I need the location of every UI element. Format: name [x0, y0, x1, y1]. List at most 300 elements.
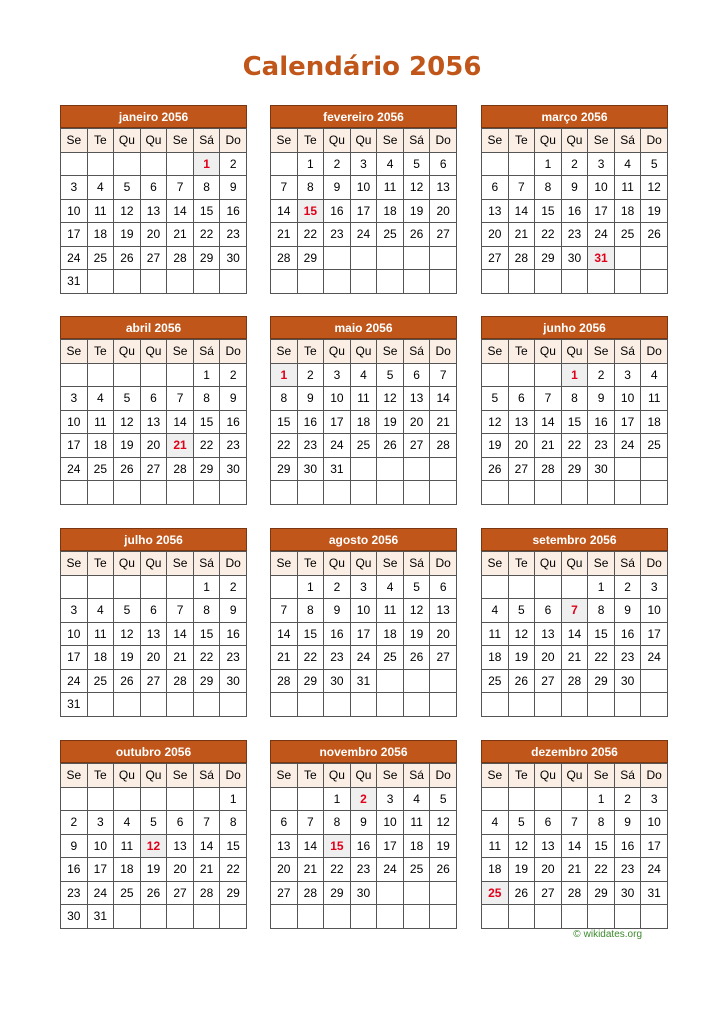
day-cell[interactable]: 11: [482, 622, 509, 646]
day-cell[interactable]: 3: [377, 787, 404, 811]
day-cell[interactable]: 18: [377, 199, 404, 223]
day-cell[interactable]: 10: [641, 811, 668, 835]
day-cell[interactable]: 19: [403, 199, 430, 223]
day-cell[interactable]: 27: [430, 646, 457, 670]
day-cell[interactable]: 30: [220, 246, 247, 270]
day-cell[interactable]: 10: [87, 834, 114, 858]
day-cell[interactable]: 28: [430, 434, 457, 458]
day-cell[interactable]: 25: [377, 223, 404, 247]
day-cell[interactable]: 4: [482, 599, 509, 623]
day-cell[interactable]: 16: [588, 410, 615, 434]
day-cell[interactable]: 28: [297, 881, 324, 905]
day-cell[interactable]: 22: [588, 858, 615, 882]
day-cell[interactable]: 1: [220, 787, 247, 811]
day-cell[interactable]: 1: [193, 575, 220, 599]
day-cell[interactable]: 11: [482, 834, 509, 858]
day-cell[interactable]: 4: [87, 599, 114, 623]
day-cell[interactable]: 6: [535, 599, 562, 623]
day-cell[interactable]: 16: [614, 834, 641, 858]
day-cell[interactable]: 20: [508, 434, 535, 458]
day-cell[interactable]: 18: [614, 199, 641, 223]
day-cell[interactable]: 31: [61, 693, 88, 717]
day-cell[interactable]: 16: [324, 622, 351, 646]
day-cell[interactable]: 10: [324, 387, 351, 411]
day-cell[interactable]: 30: [614, 881, 641, 905]
day-cell[interactable]: 15: [271, 410, 298, 434]
day-cell[interactable]: 23: [297, 434, 324, 458]
day-cell[interactable]: 24: [588, 223, 615, 247]
day-cell[interactable]: 9: [561, 176, 588, 200]
day-cell[interactable]: 28: [508, 246, 535, 270]
day-cell[interactable]: 11: [377, 599, 404, 623]
footer-credit[interactable]: [573, 929, 642, 940]
day-cell[interactable]: 19: [482, 434, 509, 458]
day-cell[interactable]: 17: [614, 410, 641, 434]
day-cell[interactable]: 17: [377, 834, 404, 858]
day-cell[interactable]: 3: [61, 387, 88, 411]
day-cell[interactable]: 7: [271, 599, 298, 623]
day-cell[interactable]: 1: [535, 152, 562, 176]
day-cell[interactable]: 1: [324, 787, 351, 811]
day-cell[interactable]: 3: [61, 176, 88, 200]
day-cell[interactable]: 11: [641, 387, 668, 411]
day-cell[interactable]: 23: [324, 646, 351, 670]
day-cell[interactable]: 25: [87, 669, 114, 693]
day-cell[interactable]: 29: [271, 457, 298, 481]
day-cell[interactable]: 20: [271, 858, 298, 882]
day-cell[interactable]: 20: [430, 622, 457, 646]
day-cell[interactable]: 17: [87, 858, 114, 882]
day-cell[interactable]: 28: [271, 669, 298, 693]
day-cell[interactable]: 6: [535, 811, 562, 835]
day-cell[interactable]: 6: [271, 811, 298, 835]
day-cell[interactable]: 27: [140, 457, 167, 481]
day-cell[interactable]: 26: [641, 223, 668, 247]
day-cell[interactable]: 8: [324, 811, 351, 835]
day-cell[interactable]: 11: [87, 199, 114, 223]
day-cell[interactable]: 18: [87, 434, 114, 458]
day-cell[interactable]: 12: [403, 599, 430, 623]
day-cell[interactable]: 2: [220, 575, 247, 599]
day-cell[interactable]: 4: [614, 152, 641, 176]
day-cell[interactable]: 16: [220, 410, 247, 434]
day-cell[interactable]: 7: [193, 811, 220, 835]
day-cell[interactable]: 20: [535, 858, 562, 882]
day-cell[interactable]: 7: [561, 811, 588, 835]
day-cell[interactable]: 3: [588, 152, 615, 176]
day-cell[interactable]: 24: [641, 646, 668, 670]
day-cell[interactable]: 26: [114, 246, 141, 270]
day-cell[interactable]: 24: [87, 881, 114, 905]
day-cell[interactable]: 12: [114, 199, 141, 223]
day-cell[interactable]: 29: [297, 246, 324, 270]
day-cell[interactable]: 3: [61, 599, 88, 623]
day-cell[interactable]: 8: [561, 387, 588, 411]
day-cell[interactable]: 30: [220, 457, 247, 481]
day-cell[interactable]: 7: [167, 387, 194, 411]
day-cell[interactable]: 23: [61, 881, 88, 905]
day-cell[interactable]: 11: [87, 622, 114, 646]
day-cell[interactable]: 29: [193, 669, 220, 693]
day-cell[interactable]: 11: [114, 834, 141, 858]
day-cell[interactable]: 8: [588, 811, 615, 835]
day-cell[interactable]: 12: [114, 622, 141, 646]
day-cell[interactable]: 24: [614, 434, 641, 458]
day-cell[interactable]: 25: [114, 881, 141, 905]
day-cell[interactable]: 22: [324, 858, 351, 882]
day-cell[interactable]: 25: [87, 246, 114, 270]
day-cell[interactable]: 24: [350, 223, 377, 247]
day-cell[interactable]: 9: [324, 176, 351, 200]
day-cell[interactable]: 16: [220, 622, 247, 646]
day-cell[interactable]: 4: [377, 575, 404, 599]
day-cell[interactable]: 30: [350, 881, 377, 905]
day-cell[interactable]: 31: [350, 669, 377, 693]
day-cell[interactable]: 13: [140, 622, 167, 646]
day-cell[interactable]: 9: [220, 387, 247, 411]
day-cell[interactable]: 5: [114, 599, 141, 623]
day-cell[interactable]: 20: [167, 858, 194, 882]
day-cell[interactable]: 19: [641, 199, 668, 223]
day-cell[interactable]: 31: [324, 457, 351, 481]
day-cell[interactable]: 15: [588, 622, 615, 646]
day-cell[interactable]: 28: [271, 246, 298, 270]
day-cell[interactable]: 23: [324, 223, 351, 247]
day-cell[interactable]: 8: [271, 387, 298, 411]
day-cell[interactable]: 5: [430, 787, 457, 811]
day-cell[interactable]: 8: [297, 176, 324, 200]
day-cell[interactable]: 12: [641, 176, 668, 200]
day-cell[interactable]: 19: [140, 858, 167, 882]
day-cell[interactable]: 22: [297, 646, 324, 670]
holiday-day-cell[interactable]: 12: [140, 834, 167, 858]
day-cell[interactable]: 25: [614, 223, 641, 247]
day-cell[interactable]: 11: [87, 410, 114, 434]
day-cell[interactable]: 24: [61, 246, 88, 270]
holiday-day-cell[interactable]: 1: [561, 363, 588, 387]
day-cell[interactable]: 13: [482, 199, 509, 223]
day-cell[interactable]: 16: [614, 622, 641, 646]
day-cell[interactable]: 24: [641, 858, 668, 882]
day-cell[interactable]: 27: [140, 246, 167, 270]
day-cell[interactable]: 6: [140, 176, 167, 200]
day-cell[interactable]: 2: [561, 152, 588, 176]
day-cell[interactable]: 5: [482, 387, 509, 411]
day-cell[interactable]: 13: [140, 410, 167, 434]
day-cell[interactable]: 26: [403, 223, 430, 247]
day-cell[interactable]: 26: [508, 881, 535, 905]
day-cell[interactable]: 19: [403, 622, 430, 646]
day-cell[interactable]: 30: [614, 669, 641, 693]
day-cell[interactable]: 8: [193, 599, 220, 623]
day-cell[interactable]: 2: [614, 575, 641, 599]
day-cell[interactable]: 27: [140, 669, 167, 693]
day-cell[interactable]: 4: [641, 363, 668, 387]
day-cell[interactable]: 22: [193, 223, 220, 247]
day-cell[interactable]: 16: [297, 410, 324, 434]
day-cell[interactable]: 24: [377, 858, 404, 882]
day-cell[interactable]: 12: [114, 410, 141, 434]
day-cell[interactable]: 9: [350, 811, 377, 835]
day-cell[interactable]: 17: [350, 199, 377, 223]
day-cell[interactable]: 29: [324, 881, 351, 905]
day-cell[interactable]: 7: [430, 363, 457, 387]
day-cell[interactable]: 5: [641, 152, 668, 176]
day-cell[interactable]: 14: [535, 410, 562, 434]
day-cell[interactable]: 4: [403, 787, 430, 811]
day-cell[interactable]: 18: [87, 223, 114, 247]
day-cell[interactable]: 20: [403, 410, 430, 434]
day-cell[interactable]: 13: [167, 834, 194, 858]
day-cell[interactable]: 15: [193, 622, 220, 646]
day-cell[interactable]: 28: [193, 881, 220, 905]
day-cell[interactable]: 29: [588, 669, 615, 693]
day-cell[interactable]: 12: [403, 176, 430, 200]
day-cell[interactable]: 10: [61, 410, 88, 434]
day-cell[interactable]: 24: [61, 457, 88, 481]
day-cell[interactable]: 6: [430, 152, 457, 176]
day-cell[interactable]: 14: [271, 199, 298, 223]
day-cell[interactable]: 3: [350, 152, 377, 176]
day-cell[interactable]: 23: [614, 646, 641, 670]
day-cell[interactable]: 16: [324, 199, 351, 223]
day-cell[interactable]: 23: [350, 858, 377, 882]
day-cell[interactable]: 1: [297, 152, 324, 176]
day-cell[interactable]: 23: [588, 434, 615, 458]
day-cell[interactable]: 1: [193, 363, 220, 387]
day-cell[interactable]: 26: [508, 669, 535, 693]
day-cell[interactable]: 27: [167, 881, 194, 905]
holiday-day-cell[interactable]: 31: [588, 246, 615, 270]
holiday-day-cell[interactable]: 15: [297, 199, 324, 223]
day-cell[interactable]: 7: [535, 387, 562, 411]
day-cell[interactable]: 5: [508, 811, 535, 835]
day-cell[interactable]: 15: [561, 410, 588, 434]
day-cell[interactable]: 9: [614, 599, 641, 623]
day-cell[interactable]: 12: [508, 834, 535, 858]
day-cell[interactable]: 5: [377, 363, 404, 387]
day-cell[interactable]: 30: [297, 457, 324, 481]
day-cell[interactable]: 14: [297, 834, 324, 858]
day-cell[interactable]: 4: [482, 811, 509, 835]
day-cell[interactable]: 19: [430, 834, 457, 858]
day-cell[interactable]: 30: [61, 905, 88, 929]
day-cell[interactable]: 16: [350, 834, 377, 858]
day-cell[interactable]: 23: [220, 646, 247, 670]
day-cell[interactable]: 31: [641, 881, 668, 905]
day-cell[interactable]: 9: [220, 176, 247, 200]
day-cell[interactable]: 1: [588, 787, 615, 811]
day-cell[interactable]: 9: [324, 599, 351, 623]
day-cell[interactable]: 2: [324, 575, 351, 599]
day-cell[interactable]: 21: [271, 223, 298, 247]
holiday-day-cell[interactable]: 21: [167, 434, 194, 458]
day-cell[interactable]: 5: [508, 599, 535, 623]
day-cell[interactable]: 18: [377, 622, 404, 646]
footer-link[interactable]: wikidates.org: [583, 929, 642, 940]
day-cell[interactable]: 13: [430, 176, 457, 200]
day-cell[interactable]: 14: [561, 834, 588, 858]
day-cell[interactable]: 19: [114, 223, 141, 247]
day-cell[interactable]: 11: [403, 811, 430, 835]
day-cell[interactable]: 26: [114, 669, 141, 693]
day-cell[interactable]: 24: [350, 646, 377, 670]
day-cell[interactable]: 12: [482, 410, 509, 434]
day-cell[interactable]: 14: [167, 199, 194, 223]
day-cell[interactable]: 28: [167, 669, 194, 693]
day-cell[interactable]: 15: [193, 410, 220, 434]
day-cell[interactable]: 8: [193, 176, 220, 200]
day-cell[interactable]: 4: [377, 152, 404, 176]
day-cell[interactable]: 10: [61, 622, 88, 646]
day-cell[interactable]: 9: [61, 834, 88, 858]
day-cell[interactable]: 13: [271, 834, 298, 858]
day-cell[interactable]: 21: [167, 223, 194, 247]
day-cell[interactable]: 25: [641, 434, 668, 458]
day-cell[interactable]: 28: [167, 246, 194, 270]
day-cell[interactable]: 29: [561, 457, 588, 481]
day-cell[interactable]: 29: [535, 246, 562, 270]
day-cell[interactable]: 8: [535, 176, 562, 200]
day-cell[interactable]: 2: [588, 363, 615, 387]
day-cell[interactable]: 27: [403, 434, 430, 458]
day-cell[interactable]: 28: [535, 457, 562, 481]
holiday-day-cell[interactable]: 1: [271, 363, 298, 387]
day-cell[interactable]: 23: [220, 434, 247, 458]
day-cell[interactable]: 8: [297, 599, 324, 623]
day-cell[interactable]: 10: [614, 387, 641, 411]
day-cell[interactable]: 26: [114, 457, 141, 481]
day-cell[interactable]: 25: [403, 858, 430, 882]
day-cell[interactable]: 22: [535, 223, 562, 247]
day-cell[interactable]: 21: [561, 646, 588, 670]
day-cell[interactable]: 18: [114, 858, 141, 882]
day-cell[interactable]: 10: [61, 199, 88, 223]
day-cell[interactable]: 13: [140, 199, 167, 223]
day-cell[interactable]: 27: [535, 881, 562, 905]
day-cell[interactable]: 28: [561, 881, 588, 905]
day-cell[interactable]: 7: [271, 176, 298, 200]
day-cell[interactable]: 14: [193, 834, 220, 858]
day-cell[interactable]: 25: [87, 457, 114, 481]
day-cell[interactable]: 9: [588, 387, 615, 411]
day-cell[interactable]: 21: [561, 858, 588, 882]
day-cell[interactable]: 17: [588, 199, 615, 223]
holiday-day-cell[interactable]: 15: [324, 834, 351, 858]
holiday-day-cell[interactable]: 1: [193, 152, 220, 176]
day-cell[interactable]: 22: [193, 646, 220, 670]
day-cell[interactable]: 10: [350, 176, 377, 200]
day-cell[interactable]: 8: [193, 387, 220, 411]
day-cell[interactable]: 17: [61, 434, 88, 458]
day-cell[interactable]: 17: [61, 223, 88, 247]
day-cell[interactable]: 23: [220, 223, 247, 247]
day-cell[interactable]: 30: [561, 246, 588, 270]
day-cell[interactable]: 22: [271, 434, 298, 458]
day-cell[interactable]: 1: [588, 575, 615, 599]
day-cell[interactable]: 5: [403, 152, 430, 176]
day-cell[interactable]: 24: [324, 434, 351, 458]
day-cell[interactable]: 27: [271, 881, 298, 905]
day-cell[interactable]: 30: [588, 457, 615, 481]
day-cell[interactable]: 5: [114, 387, 141, 411]
day-cell[interactable]: 10: [588, 176, 615, 200]
day-cell[interactable]: 15: [588, 834, 615, 858]
holiday-day-cell[interactable]: 2: [350, 787, 377, 811]
day-cell[interactable]: 3: [324, 363, 351, 387]
day-cell[interactable]: 13: [535, 834, 562, 858]
day-cell[interactable]: 21: [535, 434, 562, 458]
day-cell[interactable]: 15: [220, 834, 247, 858]
day-cell[interactable]: 26: [377, 434, 404, 458]
day-cell[interactable]: 12: [377, 387, 404, 411]
day-cell[interactable]: 27: [430, 223, 457, 247]
day-cell[interactable]: 20: [140, 434, 167, 458]
day-cell[interactable]: 11: [614, 176, 641, 200]
day-cell[interactable]: 3: [350, 575, 377, 599]
day-cell[interactable]: 21: [193, 858, 220, 882]
day-cell[interactable]: 14: [508, 199, 535, 223]
day-cell[interactable]: 19: [508, 858, 535, 882]
day-cell[interactable]: 2: [220, 152, 247, 176]
day-cell[interactable]: 2: [61, 811, 88, 835]
day-cell[interactable]: 27: [535, 669, 562, 693]
day-cell[interactable]: 19: [508, 646, 535, 670]
day-cell[interactable]: 27: [482, 246, 509, 270]
day-cell[interactable]: 4: [114, 811, 141, 835]
day-cell[interactable]: 22: [297, 223, 324, 247]
day-cell[interactable]: 14: [271, 622, 298, 646]
day-cell[interactable]: 26: [430, 858, 457, 882]
day-cell[interactable]: 17: [324, 410, 351, 434]
day-cell[interactable]: 17: [61, 646, 88, 670]
day-cell[interactable]: 22: [193, 434, 220, 458]
day-cell[interactable]: 18: [350, 410, 377, 434]
day-cell[interactable]: 3: [87, 811, 114, 835]
day-cell[interactable]: 6: [403, 363, 430, 387]
day-cell[interactable]: 10: [377, 811, 404, 835]
day-cell[interactable]: 29: [193, 457, 220, 481]
day-cell[interactable]: 4: [87, 176, 114, 200]
day-cell[interactable]: 20: [535, 646, 562, 670]
day-cell[interactable]: 21: [167, 646, 194, 670]
day-cell[interactable]: 13: [535, 622, 562, 646]
day-cell[interactable]: 5: [140, 811, 167, 835]
day-cell[interactable]: 17: [641, 834, 668, 858]
day-cell[interactable]: 10: [350, 599, 377, 623]
day-cell[interactable]: 16: [561, 199, 588, 223]
day-cell[interactable]: 19: [377, 410, 404, 434]
day-cell[interactable]: 9: [614, 811, 641, 835]
day-cell[interactable]: 2: [297, 363, 324, 387]
day-cell[interactable]: 22: [220, 858, 247, 882]
day-cell[interactable]: 22: [561, 434, 588, 458]
day-cell[interactable]: 5: [403, 575, 430, 599]
day-cell[interactable]: 29: [588, 881, 615, 905]
day-cell[interactable]: 12: [430, 811, 457, 835]
day-cell[interactable]: 16: [220, 199, 247, 223]
day-cell[interactable]: 20: [430, 199, 457, 223]
day-cell[interactable]: 2: [614, 787, 641, 811]
day-cell[interactable]: 7: [167, 599, 194, 623]
day-cell[interactable]: 26: [482, 457, 509, 481]
day-cell[interactable]: 4: [350, 363, 377, 387]
day-cell[interactable]: 2: [324, 152, 351, 176]
day-cell[interactable]: 20: [140, 223, 167, 247]
day-cell[interactable]: 25: [377, 646, 404, 670]
day-cell[interactable]: 11: [350, 387, 377, 411]
day-cell[interactable]: 18: [482, 858, 509, 882]
